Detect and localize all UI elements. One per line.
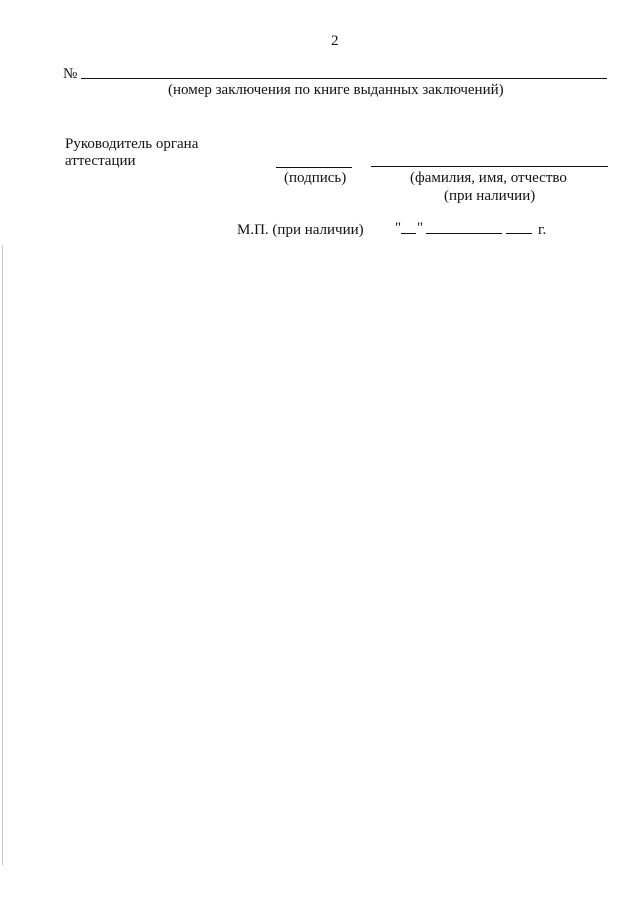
- date-quote-open: ": [395, 220, 402, 236]
- date-quote-close: ": [417, 220, 424, 236]
- date-month-blank: [426, 233, 502, 234]
- name-caption-line2: (при наличии): [444, 188, 536, 204]
- number-sign: №: [63, 66, 78, 82]
- head-title-line1: Руководитель органа: [65, 136, 199, 152]
- number-caption: (номер заключения по книге выданных заключений): [168, 82, 504, 98]
- date-day-blank: [401, 233, 416, 234]
- scan-edge-line: [2, 245, 3, 865]
- date-year-suffix: г.: [538, 222, 547, 238]
- name-caption-line1: (фамилия, имя, отчество: [410, 170, 567, 186]
- signature-caption: (подпись): [284, 170, 347, 186]
- signature-blank-line: [276, 167, 352, 168]
- number-blank-line: [81, 78, 607, 79]
- date-year-blank: [506, 233, 532, 234]
- name-blank-line: [371, 166, 608, 167]
- stamp-label: М.П. (при наличии): [237, 222, 364, 238]
- page-number: 2: [331, 33, 339, 49]
- head-title-line2: аттестации: [65, 153, 136, 169]
